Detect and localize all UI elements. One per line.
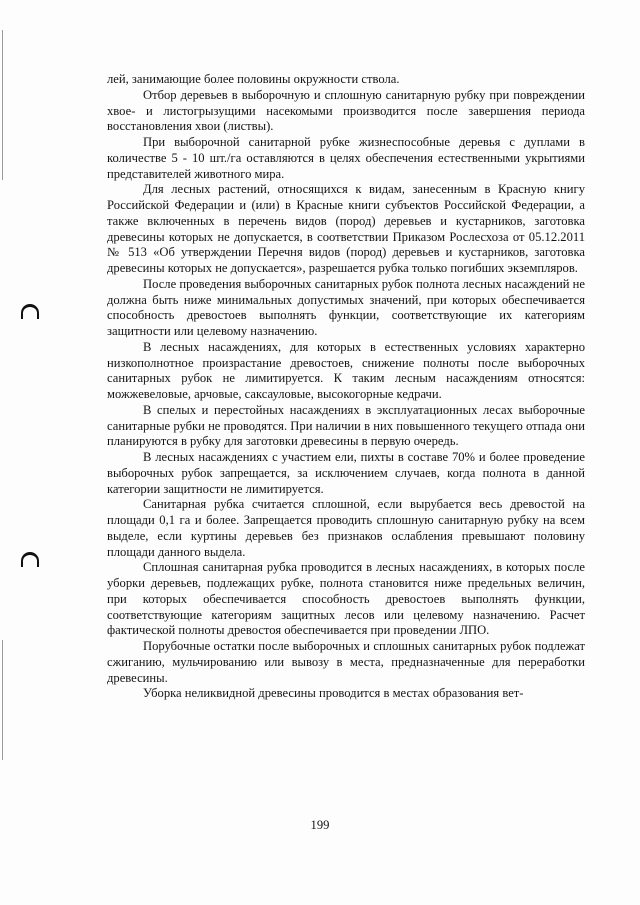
binding-edge-line — [2, 640, 3, 760]
paragraph: Санитарная рубка считается сплошной, если вырубается весь древостой на площади 0,1 га и более. Запрещается проводить сплошную санитарную рубку на всем выделе, если куртины деревьев без признаков ослабления превышают половину площади данного выдела. — [107, 497, 585, 559]
paragraph: В лесных насаждениях, для которых в естественных условиях характерно низкополнотное произрастание древостоев, снижение полноты после выборочных санитарных рубок не лимитируется. К таким лесным насаждениям относятся: можжевеловые, арчовые, саксауловые, высокогорные кедрачи. — [107, 339, 585, 401]
paragraph: В лесных насаждениях с участием ели, пихты в составе 70% и более проведение выборочных рубок запрещается, за исключением случаев, когда полнота в данной категории защитности не лимитируется. — [107, 450, 585, 496]
paragraph: После проведения выборочных санитарных рубок полнота лесных насаждений не должна быть ниже минимальных допустимых значений, при которых обеспечивается способность древостоев выполнять функции, соответствующие их категориям защитности или целевому назначению. — [107, 276, 585, 338]
paragraph: Отбор деревьев в выборочную и сплошную санитарную рубку при повреждении хвое- и листогрызущими насекомыми производится после завершения периода восстановления хвои (листвы). — [107, 87, 585, 134]
punch-hole-mark — [21, 304, 39, 319]
binding-edge-line — [2, 30, 3, 180]
paragraph: Уборка неликвидной древесины проводится в местах образования вет- — [143, 686, 524, 701]
paragraph: лей, занимающие более половины окружности ствола. — [107, 72, 400, 86]
punch-hole-mark — [21, 552, 39, 567]
page-number: 199 — [310, 818, 330, 832]
body-text — [107, 72, 585, 702]
paragraph: Сплошная санитарная рубка проводится в лесных насаждениях, в которых после уборки деревьев, подлежащих рубке, полнота становится ниже предельных величин, при которых обеспечивается способность древостоев выполнять функции, соответствующие категориям защитных лесов или целевому назначению. Расчет фактической полноты древостоя обеспечивается при проведении ЛПО. — [107, 560, 585, 638]
paragraph: Для лесных растений, относящихся к видам, занесенным в Красную книгу Российской Федерации и (или) в Красные книги субъектов Российской Федерации, а также включенных в перечень видов (пород) деревьев и кустарников, заготовка древесины которых не допускается, в соответствии Приказом Рослесхоза от 05.12.2011 № 513 «Об утверждении Перечня видов (пород) деревьев и кустарников, заготовка древесины которых не допускается», разрешается рубка только погибших экземпляров. — [107, 182, 585, 275]
paragraph: При выборочной санитарной рубке жизнеспособные деревья с дуплами в количестве 5 - 10 шт./га оставляются в целях обеспечения естественными укрытиями представителей животного мира. — [107, 135, 585, 181]
paragraph: Порубочные остатки после выборочных и сплошных санитарных рубок подлежат сжиганию, мульчированию или вывозу в места, предназначенные для переработки древесины. — [107, 639, 585, 685]
paragraph: В спелых и перестойных насаждениях в эксплуатационных лесах выборочные санитарные рубки не проводятся. При наличии в них повышенного текущего отпада они планируются в рубку для заготовки древесины в первую очередь. — [107, 402, 585, 449]
